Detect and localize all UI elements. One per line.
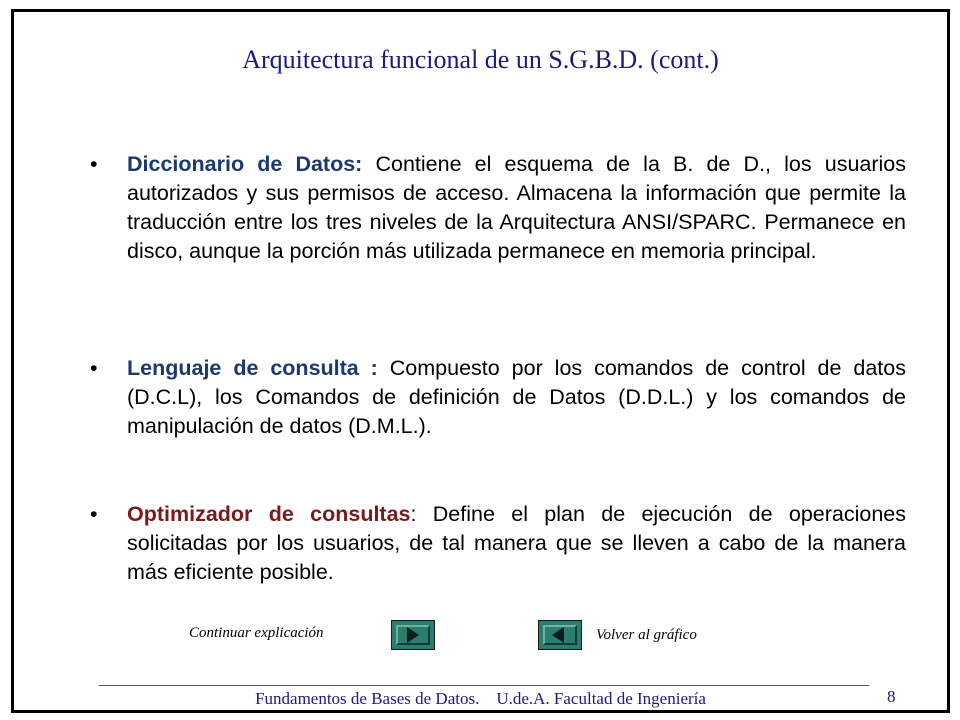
bullet-text: [127, 150, 906, 266]
bullet-description: Compuesto por los comandos de control de datos (D.C.L), los Comandos de definición de Datos (D.D.L.) y los comandos de manipulación de datos (D.M.L.).: [127, 356, 906, 438]
bullet-marker: •: [90, 356, 98, 380]
bullet-text: [127, 500, 906, 587]
footer-divider: [99, 685, 869, 686]
bullet-description: Contiene el esquema de la B. de D., los usuarios autorizados y sus permisos de acceso. Almacena la información que permite la traducción entre los tres niveles de la Arquitectura ANSI/SPARC. Permanece en disco, aunque la porción más utilizada permanece en memoria principal.: [127, 152, 907, 263]
bullet-description: : Define el plan de ejecución de operaciones solicitadas por los usuarios, de tal manera que se lleven a cabo de la manera más eficiente posible.: [127, 502, 906, 584]
back-label[interactable]: Volver al gráfico: [596, 627, 697, 643]
bullet-diccionario: [90, 150, 906, 266]
bullet-optimizador: [90, 500, 906, 587]
bullet-marker: •: [90, 502, 98, 526]
footer-text: [14, 689, 947, 709]
slide-title: Arquitectura funcional de un S.G.B.D. (cont.): [242, 45, 719, 74]
bullet-term: Lenguaje de consulta :: [127, 356, 378, 380]
continue-label[interactable]: Continuar explicación: [189, 625, 324, 641]
back-button[interactable]: [538, 620, 582, 650]
play-left-icon: [552, 627, 564, 643]
footer-caption: Fundamentos de Bases de Datos. U.de.A. Facultad de Ingeniería: [255, 689, 706, 708]
bullet-term: Diccionario de Datos:: [127, 152, 363, 176]
bullet-lenguaje: [90, 354, 906, 441]
bullet-marker: •: [90, 152, 98, 176]
page-number: 8: [887, 687, 896, 706]
slide: [11, 9, 950, 713]
continue-button[interactable]: [391, 620, 435, 650]
bullet-term: Optimizador de consultas: [127, 502, 411, 526]
bullet-text: [127, 354, 906, 441]
play-right-icon: [407, 627, 419, 643]
